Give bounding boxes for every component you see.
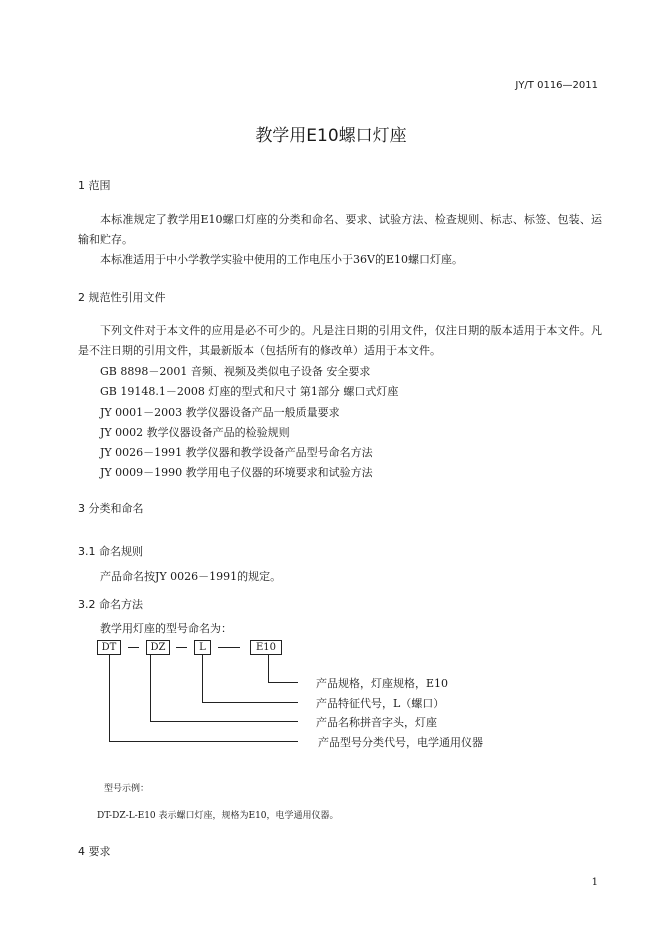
label-feature-code: 产品特征代号，L（螺口） (316, 697, 445, 710)
label-spec: 产品规格，灯座规格，E10 (316, 677, 449, 690)
reference-item: GB 19148.1－2008 灯座的型式和尺寸 第1部分 螺口式灯座 (100, 385, 399, 398)
reference-item: GB 8898－2001 音频、视频及类似电子设备 安全要求 (100, 365, 371, 378)
code-separator (176, 647, 187, 648)
example-text: DT-DZ-L-E10 表示螺口灯座，规格为E10，电学通用仪器。 (97, 811, 339, 821)
label-class-code: 产品型号分类代号，电学通用仪器 (318, 736, 483, 749)
connector-line (150, 655, 151, 722)
code-separator (128, 647, 139, 648)
section-1-heading: 1 范围 (78, 179, 111, 192)
connector-line (150, 721, 298, 722)
section-4-heading: 4 要求 (78, 845, 111, 858)
connector-line (202, 702, 298, 703)
section-1-paragraph-1: 本标准规定了教学用E10螺口灯座的分类和命名、要求、试验方法、检查规则、标志、标签、包装、运输和贮存。 (78, 213, 602, 246)
connector-line (202, 655, 203, 703)
document-title: 教学用E10螺口灯座 (255, 126, 407, 146)
section-2-heading: 2 规范性引用文件 (78, 291, 166, 304)
reference-item: JY 0009－1990 教学用电子仪器的环境要求和试验方法 (100, 466, 373, 479)
connector-line (268, 655, 269, 683)
code-box-dz: DZ (146, 640, 170, 655)
example-title: 型号示例： (104, 784, 150, 794)
reference-item: JY 0026－1991 教学仪器和教学设备产品型号命名方法 (100, 446, 373, 459)
section-3-1-heading: 3.1 命名规则 (78, 545, 143, 558)
section-1-paragraph-2: 本标准适用于中小学教学实验中使用的工作电压小于36V的E10螺口灯座。 (100, 253, 463, 266)
section-3-heading: 3 分类和命名 (78, 502, 144, 515)
standard-number: JY/T 0116—2011 (515, 80, 598, 91)
section-3-1-text: 产品命名按JY 0026－1991的规定。 (100, 570, 282, 583)
naming-intro: 教学用灯座的型号命名为： (100, 622, 232, 635)
label-name-initials: 产品名称拼音字头，灯座 (316, 716, 437, 729)
code-box-l: L (194, 640, 211, 655)
code-separator (218, 647, 240, 648)
reference-item: JY 0002 教学仪器设备产品的检验规则 (100, 426, 290, 439)
page-number: 1 (591, 877, 598, 888)
reference-item: JY 0001－2003 教学仪器设备产品一般质量要求 (100, 406, 340, 419)
connector-line (268, 682, 298, 683)
connector-line (109, 741, 298, 742)
code-box-dt: DT (97, 640, 121, 655)
section-2-paragraph: 下列文件对于本文件的应用是必不可少的。凡是注日期的引用文件，仅注日期的版本适用于本文件。凡是不注日期的引用文件，其最新版本（包括所有的修改单）适用于本文件。 (78, 324, 602, 357)
connector-line (109, 655, 110, 742)
section-3-2-heading: 3.2 命名方法 (78, 598, 143, 611)
code-box-e10: E10 (250, 640, 282, 655)
